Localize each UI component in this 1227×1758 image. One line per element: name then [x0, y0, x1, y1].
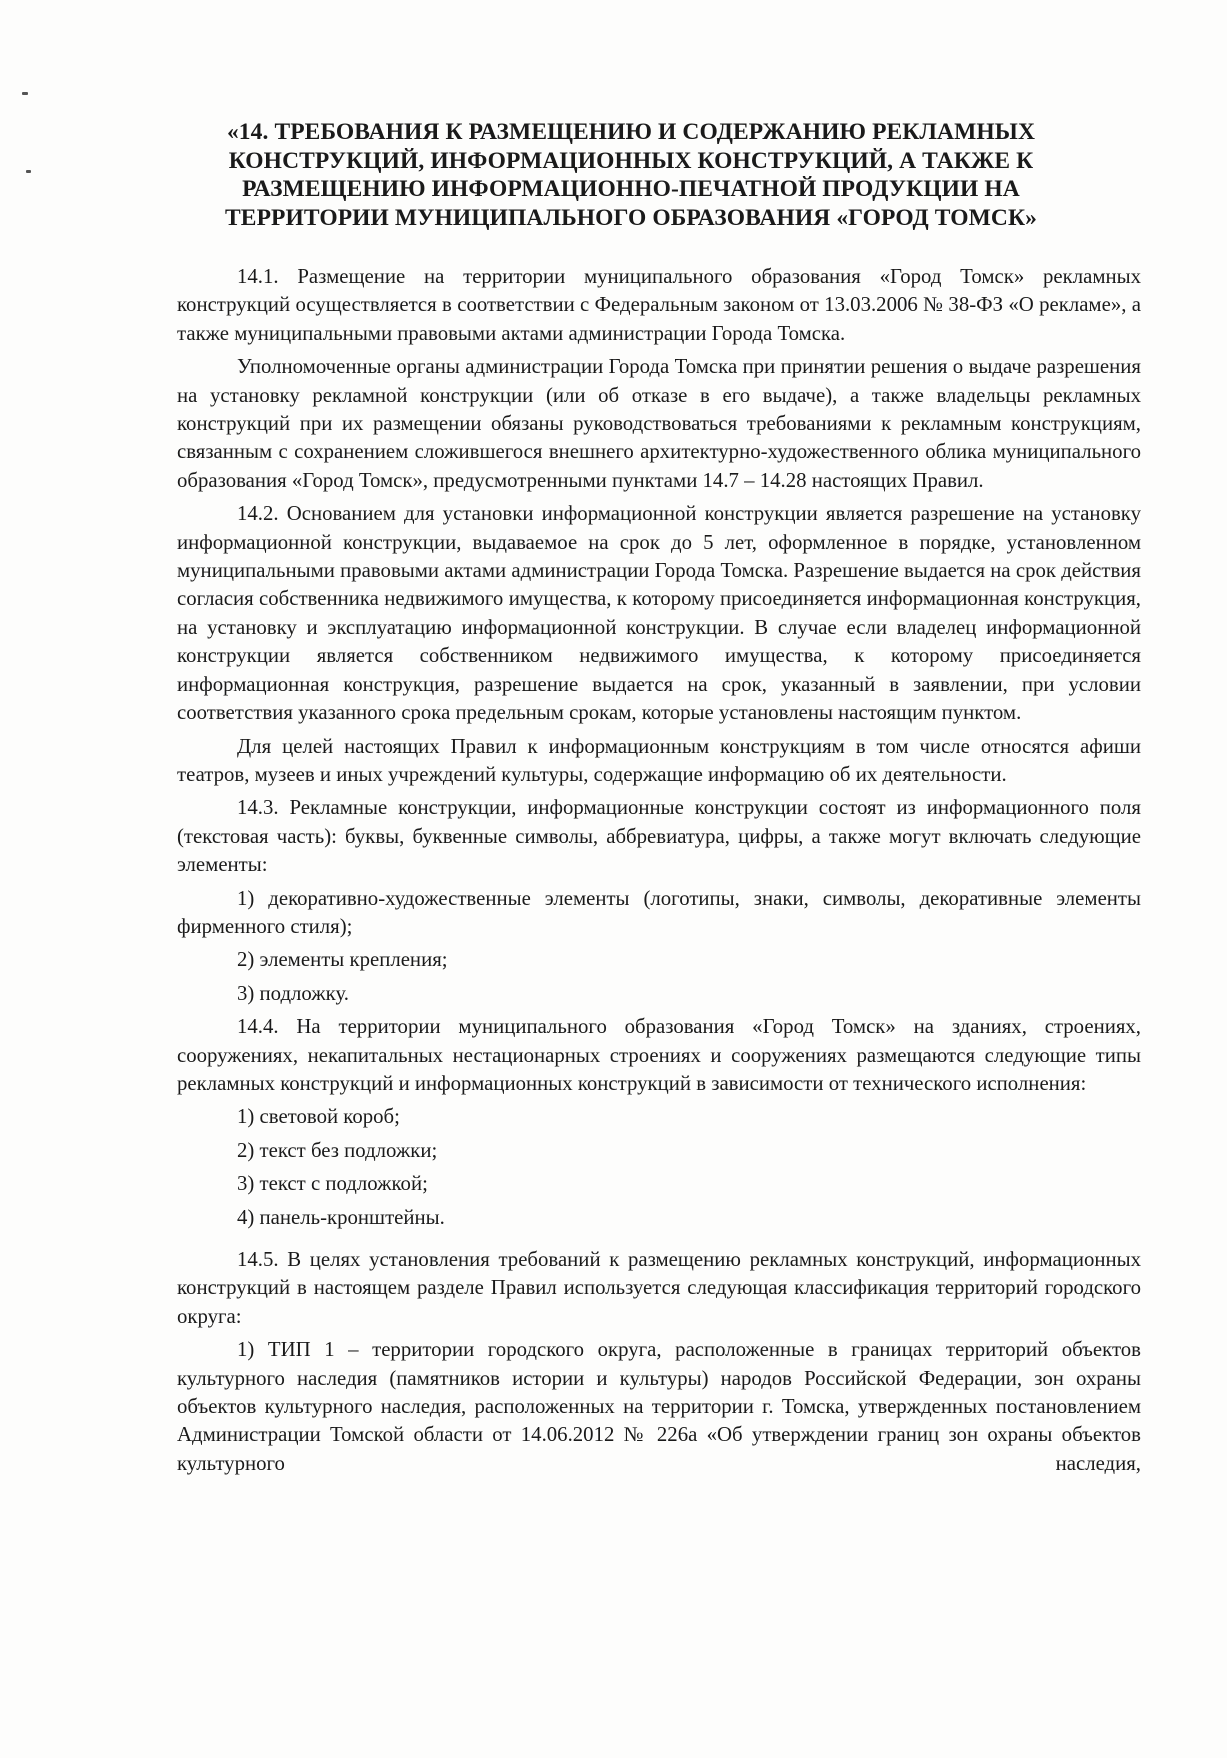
heading-line: «14. ТРЕБОВАНИЯ К РАЗМЕЩЕНИЮ И СОДЕРЖАНИЮ РЕКЛАМНЫХ	[226, 119, 1036, 145]
list-item: 3) подложку.	[237, 981, 349, 1005]
list-item: 1) декоративно-художественные элементы (логотипы, знаки, символы, декоративные элементы фирменного стиля);	[177, 886, 1141, 938]
heading-line: КОНСТРУКЦИЙ, ИНФОРМАЦИОННЫХ КОНСТРУКЦИЙ, А ТАКЖЕ К	[228, 147, 1034, 174]
paragraph-14-1-authorities: Уполномоченные органы администрации Города Томска при принятии решения о выдаче разрешения на установку рекламной конструкции (или об отказе в его выдаче), а также владельцы рекламных конструкций при их размещении обязаны руководствоваться требованиями к рекламным конструкциям, связанным с сохранением сложившегося внешнего архитектурно-художественного облика муниципального образования «Город Томск», предусмотренными пунктами 14.7 – 14.28 настоящих Правил.	[177, 355, 1141, 492]
paragraph-14-1: 14.1. Размещение на территории муниципального образования «Город Томск» рекламных конструкций осуществляется в соответствии с Федеральным законом от 13.03.2006 № 38-ФЗ «О рекламе», а также муниципальными правовыми актами администрации Города Томска.	[177, 265, 1141, 345]
list-item: 2) текст без подложки;	[237, 1138, 438, 1162]
heading-line: РАЗМЕЩЕНИЮ ИНФОРМАЦИОННО-ПЕЧАТНОЙ ПРОДУКЦИИ НА	[242, 176, 1020, 202]
list-item: 2) элементы крепления;	[237, 948, 448, 972]
section-heading	[160, 118, 1102, 232]
paragraph-14-3: 14.3. Рекламные конструкции, информационные конструкции состоят из информационного поля (текстовая часть): буквы, буквенные символы, аббревиатура, цифры, а также могут включать следующие элементы:	[177, 796, 1141, 877]
paragraph-14-5: 14.5. В целях установления требований к размещению рекламных конструкций, информационных конструкций в настоящем разделе Правил используется следующая классификация территорий городского округа:	[177, 1248, 1141, 1328]
list-item-type-1: 1) ТИП 1 – территории городского округа, расположенные в границах территорий объектов культурного наследия (памятников истории и культуры) народов Российской Федерации, зон охраны объектов культурного наследия, расположенных на территории г. Томска, утвержденных постановлением Администрации Томской области от 14.06.2012 № 226а «Об утверждении границ зон охраны объектов культурного наследия,	[177, 1338, 1141, 1475]
list-item: 1) световой короб;	[237, 1105, 400, 1129]
paragraph-14-4: 14.4. На территории муниципального образования «Город Томск» на зданиях, строениях, сооружениях, некапитальных нестационарных строениях и сооружениях размещаются следующие типы рекламных конструкций и информационных конструкций в зависимости от технического исполнения:	[177, 1015, 1141, 1095]
scan-mark	[22, 92, 28, 95]
paragraph-14-2-definitions: Для целей настоящих Правил к информационным конструкциям в том числе относятся афиши театров, музеев и иных учреждений культуры, содержащие информацию об их деятельности.	[177, 734, 1141, 786]
scan-mark	[26, 170, 31, 173]
list-item: 3) текст с подложкой;	[237, 1172, 428, 1196]
list-item: 4) панель-кронштейны.	[237, 1205, 445, 1229]
paragraph-14-2: 14.2. Основанием для установки информационной конструкции является разрешение на установку информационной конструкции, выдаваемое на срок до 5 лет, оформленное в порядке, установленном муниципальными правовыми актами администрации Города Томска. Разрешение выдается на срок действия согласия собственника недвижимого имущества, к которому присоединяется информационная конструкция, на установку и эксплуатацию информационной конструкции. В случае если владелец информационной конструкции является собственником недвижимого имущества, к которому присоединяется информационная конструкция, разрешение выдается на срок, указанный в заявлении, при условии соответствия указанного срока предельным срокам, которые установлены настоящим пунктом.	[177, 502, 1141, 725]
document-body	[177, 263, 1141, 1478]
heading-line: ТЕРРИТОРИИ МУНИЦИПАЛЬНОГО ОБРАЗОВАНИЯ «ГОРОД ТОМСК»	[225, 204, 1037, 231]
